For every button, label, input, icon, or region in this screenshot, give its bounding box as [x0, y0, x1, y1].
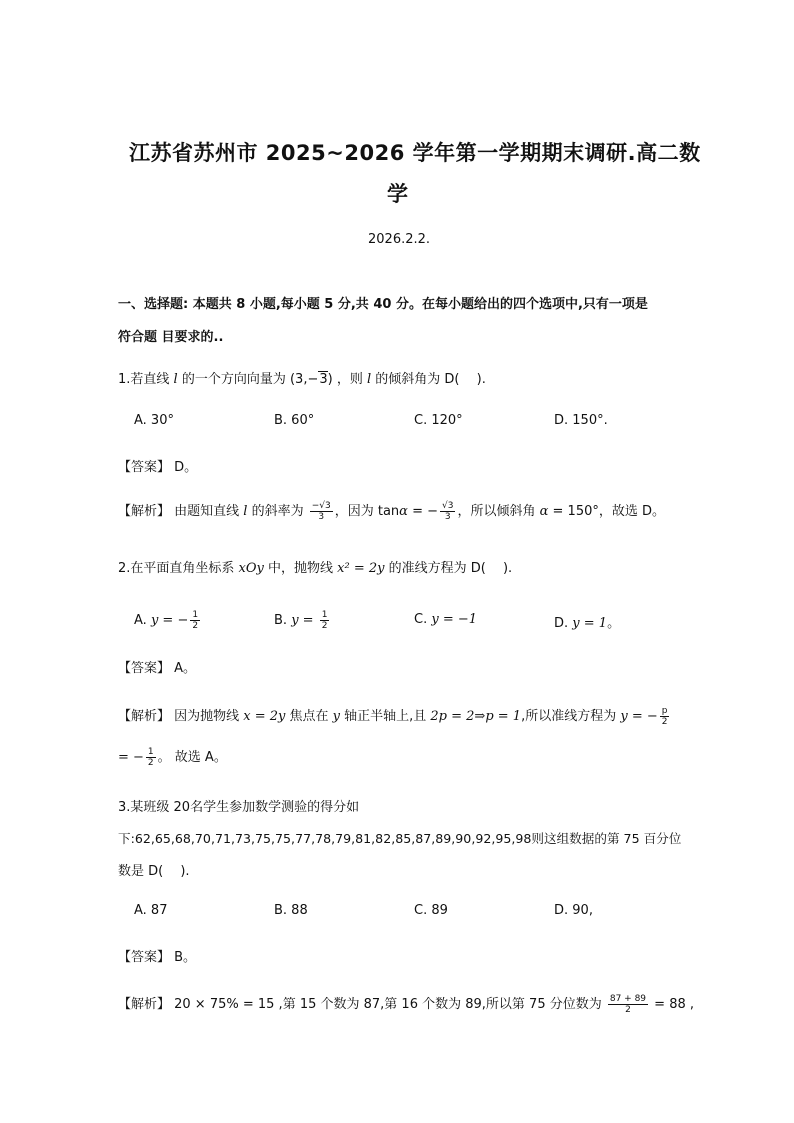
q1-frac1-denominator: 3: [318, 512, 325, 522]
q2-opt-a-den: 2: [192, 621, 199, 631]
q1-frac2-numerator: √3: [442, 501, 454, 511]
question-3-option-c: C. 89: [414, 903, 448, 918]
document-date: 2026.2.2.: [368, 232, 431, 247]
question-1-sqrt: 3: [319, 372, 328, 387]
q3-analysis-fraction: [608, 994, 648, 1015]
q2-opt-a-pre: A.: [134, 613, 151, 628]
question-1-var2: l: [366, 372, 372, 387]
question-3-analysis: [118, 993, 694, 1015]
q2-opt-b-fraction: [320, 610, 330, 631]
q3-analysis-frac-den: 2: [625, 1005, 631, 1015]
q2-opt-d-post: 。: [607, 616, 621, 631]
q2-stem-xoy: xOy: [238, 561, 264, 576]
question-1-option-a: A. 30°: [134, 413, 174, 428]
question-3-option-a: A. 87: [134, 903, 168, 918]
q1-frac1-numerator: −√3: [311, 501, 331, 511]
q2-analysis-p4: ,所以准线方程为: [521, 709, 621, 724]
question-1-option-d: D. 150°.: [554, 413, 608, 428]
q1-analysis-p2: 的斜率为: [247, 504, 308, 519]
q3-analysis-p1: 【解析】 20 × 75% = 15 ,第 15 个数为 87,第 16 个数为 89,所以第 75 分位数为: [118, 997, 606, 1012]
question-1-stem-text-d: 的倾斜角为 D( ).: [371, 372, 486, 387]
q2-analysis-fraction: [660, 706, 670, 727]
question-3-stem-line1: 3.某班级 20名学生参加数学测验的得分如: [118, 800, 360, 815]
question-1-var: l: [173, 372, 178, 387]
q2-opt-c-eq: y = −1: [431, 612, 478, 627]
q2-opt-d-pre: D.: [554, 616, 573, 631]
question-1-option-b: B. 60°: [274, 413, 315, 428]
q2-opt-b-pre: B.: [274, 613, 292, 628]
question-2-option-a: [134, 610, 202, 631]
q2-opt-a-num: 1: [192, 610, 199, 620]
q2-analysis-frac-den: 2: [661, 717, 668, 727]
document-title-line2: 学: [387, 182, 409, 206]
q2-analysis-eq1: x = 2y: [243, 709, 286, 724]
question-2-option-b: [274, 610, 331, 631]
q1-analysis-p3: ，因为 tan: [334, 504, 400, 519]
q2-opt-a-eq: y = −: [150, 613, 189, 628]
section-heading-line2: 符合题 目要求的..: [118, 330, 224, 345]
question-3-option-b: B. 88: [274, 903, 308, 918]
q2-analysis-y: y: [332, 709, 340, 724]
q2-stem-b: 中，抛物线: [263, 561, 338, 576]
q2-opt-b-num: 1: [321, 610, 328, 620]
question-1-stem-text: 1.若直线: [118, 372, 174, 387]
question-3-answer: 【答案】 B。: [118, 950, 197, 965]
question-2-analysis-line2: [118, 746, 227, 768]
q2-analysis-p2: 焦点在: [285, 709, 333, 724]
q2-analysis-line2-post: 。 故选 A。: [157, 750, 227, 765]
q1-analysis-p1: 【解析】 由题知直线: [118, 504, 244, 519]
q2-stem-c: 的准线方程为 D( ).: [384, 561, 513, 576]
question-3-stem-line3: 数是 D( ).: [118, 864, 190, 879]
question-2-answer: 【答案】 A。: [118, 661, 197, 676]
q1-analysis-p4: = −: [407, 504, 438, 519]
q2-analysis-eq3: y = −: [620, 709, 658, 724]
q2-opt-b-eq: y =: [291, 613, 318, 628]
q1-analysis-fraction-2: [440, 501, 455, 522]
q2-opt-d-eq: y = 1: [572, 616, 608, 631]
question-3-stem-line2: 下:62,65,68,70,71,73,75,75,77,78,79,81,82,85,87,89,90,92,95,98则这组数据的第 75 百分位: [118, 831, 682, 846]
section-heading-line1: 一、选择题: 本题共 8 小题,每小题 5 分,共 40 分。在每小题给出的四个选项中,只有一项是: [118, 297, 648, 312]
q2-analysis-p1: 【解析】 因为抛物线: [118, 709, 244, 724]
q1-analysis-var: l: [243, 504, 248, 519]
question-2-stem: [118, 557, 512, 576]
question-2-analysis-line1: [118, 705, 671, 727]
q2-opt-a-fraction: [190, 610, 200, 631]
q2-analysis-eq2: 2p = 2⇒p = 1: [430, 709, 522, 724]
q2-opt-c-pre: C.: [414, 612, 432, 627]
q1-analysis-p6: = 150°，故选 D。: [548, 504, 666, 519]
question-1-option-c: C. 120°: [414, 413, 463, 428]
q3-analysis-frac-num: 87 + 89: [609, 994, 647, 1004]
question-1-answer: 【答案】 D。: [118, 460, 198, 475]
q2-stem-equation: x² = 2y: [337, 561, 385, 576]
q2-analysis-line2-den: 2: [147, 758, 154, 768]
q1-frac2-denominator: 3: [444, 512, 451, 522]
q2-analysis-line2-num: 1: [147, 747, 154, 757]
question-3-option-d: D. 90,: [554, 903, 593, 918]
document-title-line1: 江苏省苏州市 2025~2026 学年第一学期期末调研.高二数: [129, 141, 701, 165]
question-1-stem-text-b: 的一个方向向量为 (3,−: [177, 372, 319, 387]
question-1-analysis: [118, 500, 665, 522]
question-1-stem-text-c: ) ，则: [327, 372, 367, 387]
q3-analysis-p2: = 88 ,: [650, 997, 694, 1012]
q1-analysis-alpha2: α: [539, 504, 549, 519]
q1-analysis-fraction-1: [310, 501, 333, 522]
q1-analysis-alpha: α: [399, 504, 408, 519]
q2-analysis-frac-num: p: [660, 706, 670, 717]
q2-analysis-p3: 轴正半轴上,且: [340, 709, 431, 724]
q2-opt-b-den: 2: [321, 621, 328, 631]
q1-analysis-p5: ，所以倾斜角: [457, 504, 540, 519]
question-2-option-d: [554, 612, 620, 631]
question-1-stem: [118, 368, 486, 387]
q2-stem-a: 2.在平面直角坐标系: [118, 561, 239, 576]
q2-analysis-line2-fraction: [146, 747, 156, 768]
question-2-option-c: [414, 612, 477, 627]
q2-analysis-line2-pre: = −: [118, 750, 144, 765]
